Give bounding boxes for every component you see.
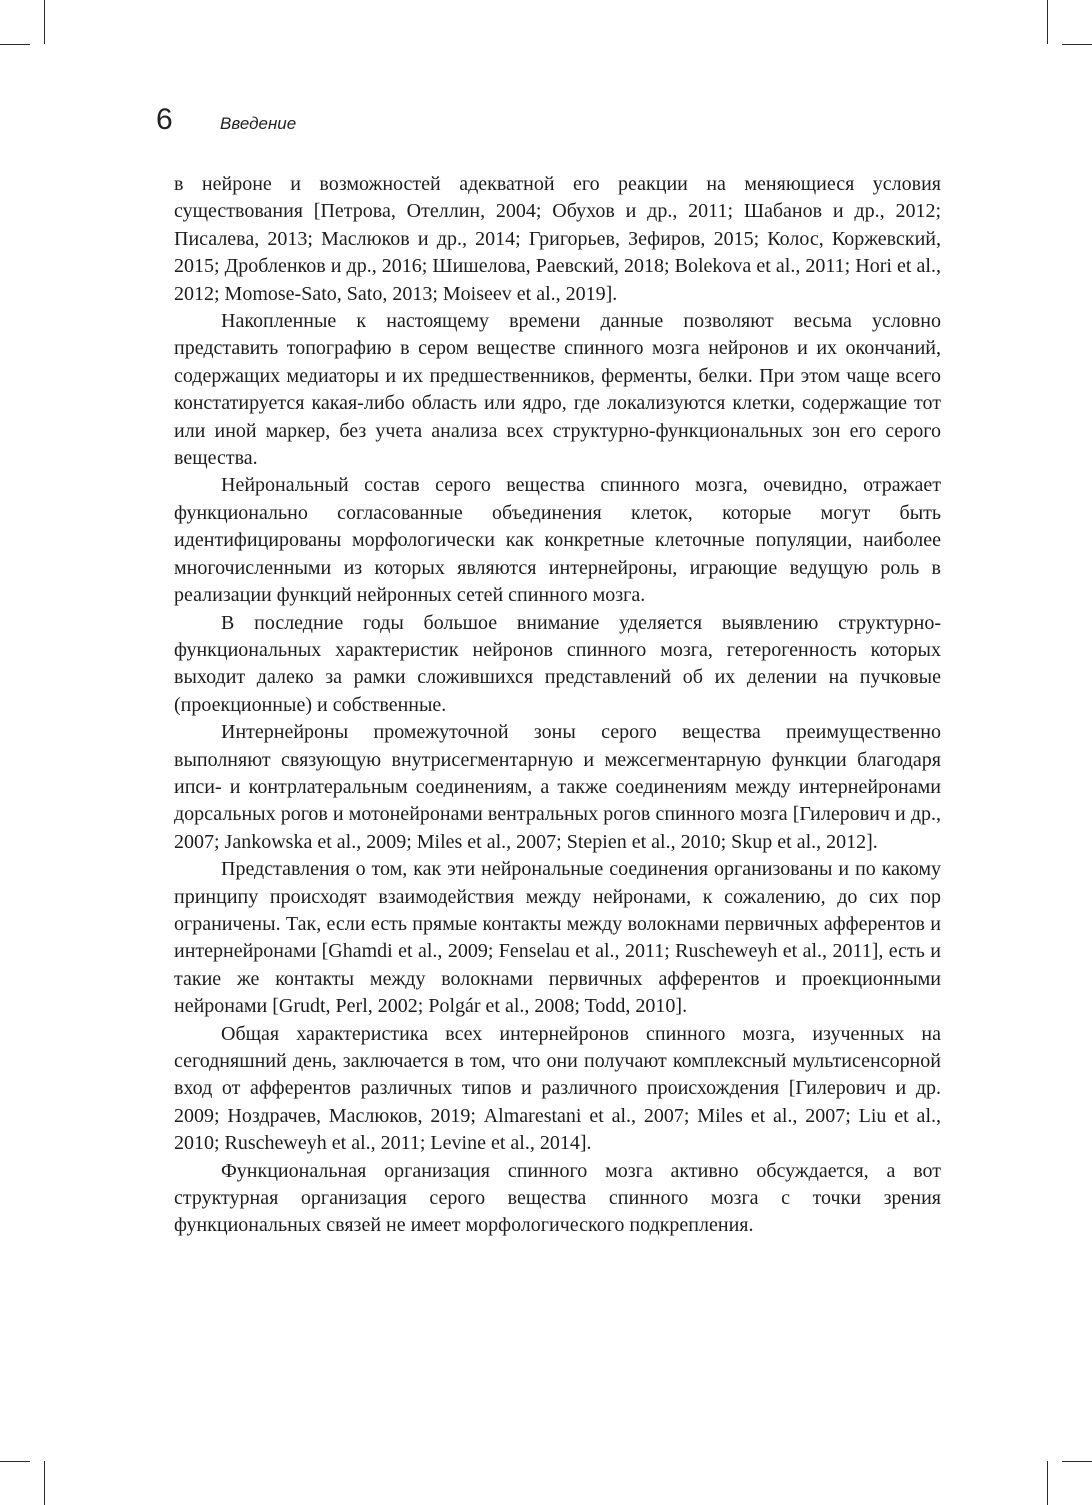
section-title: Введение xyxy=(220,114,297,133)
crop-mark-top-right-horizontal xyxy=(1062,44,1092,45)
crop-mark-bottom-right-horizontal xyxy=(1062,1461,1092,1462)
crop-mark-top-left-horizontal xyxy=(0,44,30,45)
running-head xyxy=(156,102,296,138)
paragraph: Общая характеристика всех интернейронов спинного мозга, изученных на сегодняшний день, заключается в том, что они получают комплексный мультисенсорной вход от афферентов различных типов и различного происхождения [Гилерович и др. 2009; Ноздрачев, Маслюков, 2019; Almarestani et al., 2007; Miles et al., 2007; Liu et al., 2010; Ruscheweyh et al., 2011; Levine et al., 2014]. xyxy=(174,1022,941,1155)
paragraph-continued: в нейроне и возможностей адекватной его реакции на меняющиеся условия существования [Петрова, Отеллин, 2004; Обухов и др., 2011; Шабанов и др., 2012; Писалева, 2013; Маслюков и др., 2014; Григорьев, Зефиров, 2015; Колос, Коржевский, 2015; Дробленков и др., 2016; Шишелова, Раевский, 2018; Bolekova et al., 2011; Hori et al., 2012; Momose-Sato, Sato, 2013; Moiseev et al., 2019]. xyxy=(174,173,941,305)
crop-mark-top-left-vertical xyxy=(44,0,45,44)
crop-mark-top-right-vertical xyxy=(1047,0,1048,44)
crop-mark-bottom-left-horizontal xyxy=(0,1461,30,1462)
paragraph: Интернейроны промежуточной зоны серого вещества преимущественно выполняют связующую внутрисегментарную и межсегментарную функции благодаря ипси- и контрлатеральным соединениям, а также соединениям между интернейронами дорсальных рогов и мотонейронами вентральных рогов спинного мозга [Гилерович и др., 2007; Jankowska et al., 2009; Miles et al., 2007; Stepien et al., 2010; Skup et al., 2012]. xyxy=(174,721,941,853)
page-number: 6 xyxy=(156,103,173,136)
body-text xyxy=(174,171,941,1240)
paragraph: Представления о том, как эти нейрональные соединения организованы и по какому принципу происходят взаимодействия между нейронами, к сожалению, до сих пор ограничены. Так, если есть прямые контакты между волокнами первичных афферентов и интернейронами [Ghamdi et al., 2009; Fenselau et al., 2011; Ruscheweyh et al., 2011], есть и такие же контакты между волокнами первичных афферентов и проекционными нейронами [Grudt, Perl, 2002; Polgár et al., 2008; Todd, 2010]. xyxy=(174,858,941,1018)
crop-mark-bottom-left-vertical xyxy=(44,1461,45,1505)
crop-mark-bottom-right-vertical xyxy=(1047,1461,1048,1505)
paragraph: Нейрональный состав серого вещества спинного мозга, очевидно, отражает функционально согласованные объединения клеток, которые могут быть идентифицированы морфологически как конкретные клеточные популяции, наиболее многочисленными из которых являются интернейроны, играющие ведущую роль в реализации функций нейронных сетей спинного мозга. xyxy=(174,474,941,607)
paragraph: Функциональная организация спинного мозга активно обсуждается, а вот структурная организация серого вещества спинного мозга с точки зрения функциональных связей не имеет морфологического подкрепления. xyxy=(174,1159,941,1237)
paragraph: Накопленные к настоящему времени данные позволяют весьма условно представить топографию в сером веществе спинного мозга нейронов и их окончаний, содержащих медиаторы и их предшественников, ферменты, белки. При этом чаще всего констатируется какая-либо область или ядро, где локализуются клетки, содержащие тот или иной маркер, без учета анализа всех структурно-функциональных зон его серого вещества. xyxy=(174,310,941,470)
paragraph: В последние годы большое внимание уделяется выявлению структурно-функциональных характеристик нейронов спинного мозга, гетерогенность которых выходит далеко за рамки сложившихся представлений об их делении на пучковые (проекционные) и собственные. xyxy=(174,611,941,716)
